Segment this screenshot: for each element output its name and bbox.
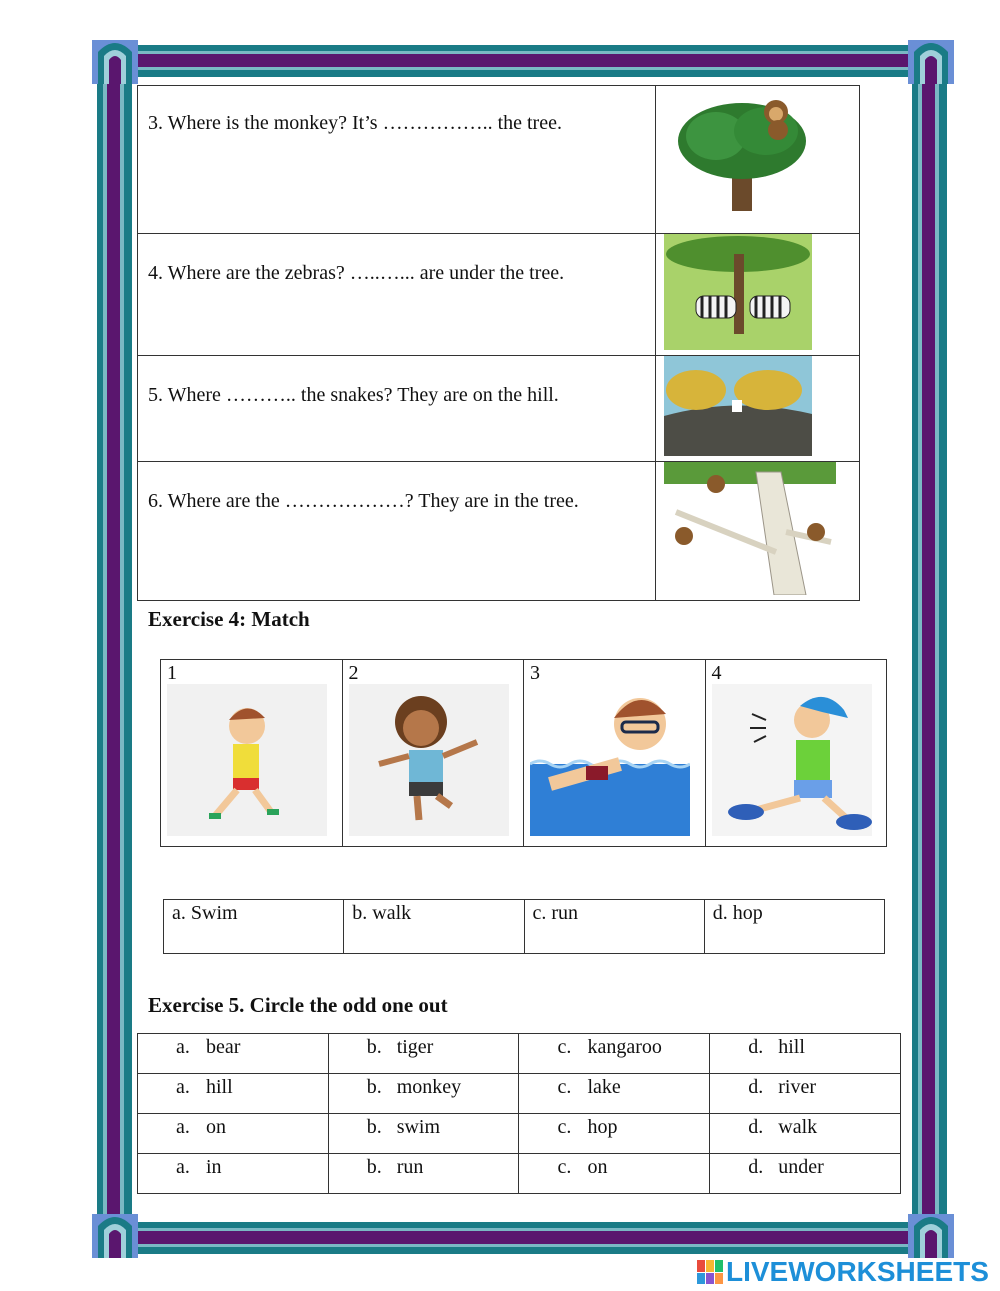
match-picture-cell xyxy=(705,660,887,847)
choice-cell xyxy=(328,1034,519,1074)
odd-one-out-table xyxy=(137,1033,901,1194)
match-picture-cell xyxy=(342,660,524,847)
match-picture-cell xyxy=(524,660,706,847)
choice-letter: b. xyxy=(366,1036,382,1058)
match-option: d. hop xyxy=(704,900,884,954)
table-row xyxy=(138,234,860,356)
choice-word: under xyxy=(778,1156,824,1178)
choice-cell xyxy=(519,1114,710,1154)
choice-letter: c. xyxy=(557,1036,572,1058)
question-text: 3. Where is the monkey? It’s …………….. the tree. xyxy=(138,86,656,234)
boy-hopping-image xyxy=(349,684,509,836)
table-row xyxy=(138,1154,901,1194)
choice-letter: a. xyxy=(176,1156,190,1178)
choice-word: river xyxy=(778,1076,817,1098)
boy-swimming-image xyxy=(530,684,690,836)
choice-word: on xyxy=(206,1116,226,1138)
match-picture-cell xyxy=(161,660,343,847)
choice-letter: a. xyxy=(176,1076,190,1098)
frame-right-border xyxy=(912,40,950,1246)
liveworksheets-logo[interactable] xyxy=(697,1256,989,1288)
choice-letter: d. xyxy=(748,1116,764,1138)
monkey-in-tree-image xyxy=(656,86,860,234)
zebras-under-tree-image xyxy=(656,234,860,356)
match-option: b. walk xyxy=(344,900,524,954)
choice-cell xyxy=(519,1074,710,1114)
question-text: 6. Where are the ………………? They are in the tree. xyxy=(138,462,656,601)
monkeys-in-tree-image xyxy=(656,462,860,601)
choice-word: in xyxy=(206,1156,222,1178)
choice-letter: a. xyxy=(176,1116,190,1138)
choice-letter: c. xyxy=(557,1156,572,1178)
choice-cell xyxy=(328,1154,519,1194)
frame-corner-arch-icon xyxy=(92,34,138,84)
choice-letter: d. xyxy=(748,1076,764,1098)
boy-walking-image xyxy=(712,684,872,836)
choice-word: swim xyxy=(396,1116,441,1138)
choice-word: hop xyxy=(587,1116,618,1138)
choice-cell xyxy=(710,1154,901,1194)
match-pictures-table xyxy=(160,659,887,847)
choice-word: hill xyxy=(778,1036,805,1058)
choice-word: hill xyxy=(206,1076,233,1098)
choice-word: kangaroo xyxy=(587,1036,662,1058)
table-row xyxy=(138,356,860,462)
frame-corner-arch-icon xyxy=(908,34,954,84)
choice-cell xyxy=(710,1114,901,1154)
frame-left-border xyxy=(97,40,135,1246)
choice-word: run xyxy=(396,1156,424,1178)
exercise-5-heading: Exercise 5. Circle the odd one out xyxy=(148,993,448,1017)
exercise-4-heading: Exercise 4: Match xyxy=(148,607,310,631)
picture-number: 1 xyxy=(167,662,177,684)
boy-running-image xyxy=(167,684,327,836)
choice-word: tiger xyxy=(396,1036,434,1058)
choice-letter: d. xyxy=(748,1036,764,1058)
question-table xyxy=(137,85,860,601)
match-options-table xyxy=(163,899,885,954)
choice-cell xyxy=(138,1074,329,1114)
choice-cell xyxy=(328,1074,519,1114)
choice-word: bear xyxy=(206,1036,241,1058)
choice-cell xyxy=(328,1114,519,1154)
table-row xyxy=(138,462,860,601)
match-option: a. Swim xyxy=(164,900,344,954)
liveworksheets-logo-icon xyxy=(697,1260,723,1284)
table-row xyxy=(138,1114,901,1154)
liveworksheets-wordmark: LIVEWORKSHEETS xyxy=(726,1256,989,1287)
choice-word: walk xyxy=(778,1116,818,1138)
picture-number: 4 xyxy=(711,662,722,684)
choice-letter: c. xyxy=(557,1116,572,1138)
snakes-on-hill-image xyxy=(656,356,860,462)
picture-number: 3 xyxy=(530,662,540,684)
frame-corner-arch-icon xyxy=(92,1208,138,1258)
table-row xyxy=(164,900,885,954)
table-row xyxy=(138,1034,901,1074)
frame-corner-arch-icon xyxy=(908,1208,954,1258)
frame-top-border xyxy=(100,45,950,78)
choice-letter: b. xyxy=(366,1156,382,1178)
choice-cell xyxy=(710,1074,901,1114)
choice-cell xyxy=(519,1034,710,1074)
choice-letter: a. xyxy=(176,1036,190,1058)
choice-cell xyxy=(138,1154,329,1194)
choice-word: monkey xyxy=(396,1076,462,1098)
question-text: 4. Where are the zebras? …..…... are under the tree. xyxy=(138,234,656,356)
table-row xyxy=(138,1074,901,1114)
choice-cell xyxy=(710,1034,901,1074)
choice-cell xyxy=(138,1034,329,1074)
choice-letter: b. xyxy=(366,1116,382,1138)
choice-word: lake xyxy=(587,1076,621,1098)
choice-letter: c. xyxy=(557,1076,572,1098)
picture-number: 2 xyxy=(348,662,359,684)
question-text: 5. Where ……….. the snakes? They are on the hill. xyxy=(138,356,656,462)
choice-word: on xyxy=(587,1156,608,1178)
choice-letter: d. xyxy=(748,1156,764,1178)
frame-bottom-border xyxy=(100,1222,950,1255)
match-option: c. run xyxy=(524,900,704,954)
table-row xyxy=(161,660,887,847)
choice-cell xyxy=(138,1114,329,1154)
choice-cell xyxy=(519,1154,710,1194)
choice-letter: b. xyxy=(366,1076,382,1098)
table-row xyxy=(138,86,860,234)
